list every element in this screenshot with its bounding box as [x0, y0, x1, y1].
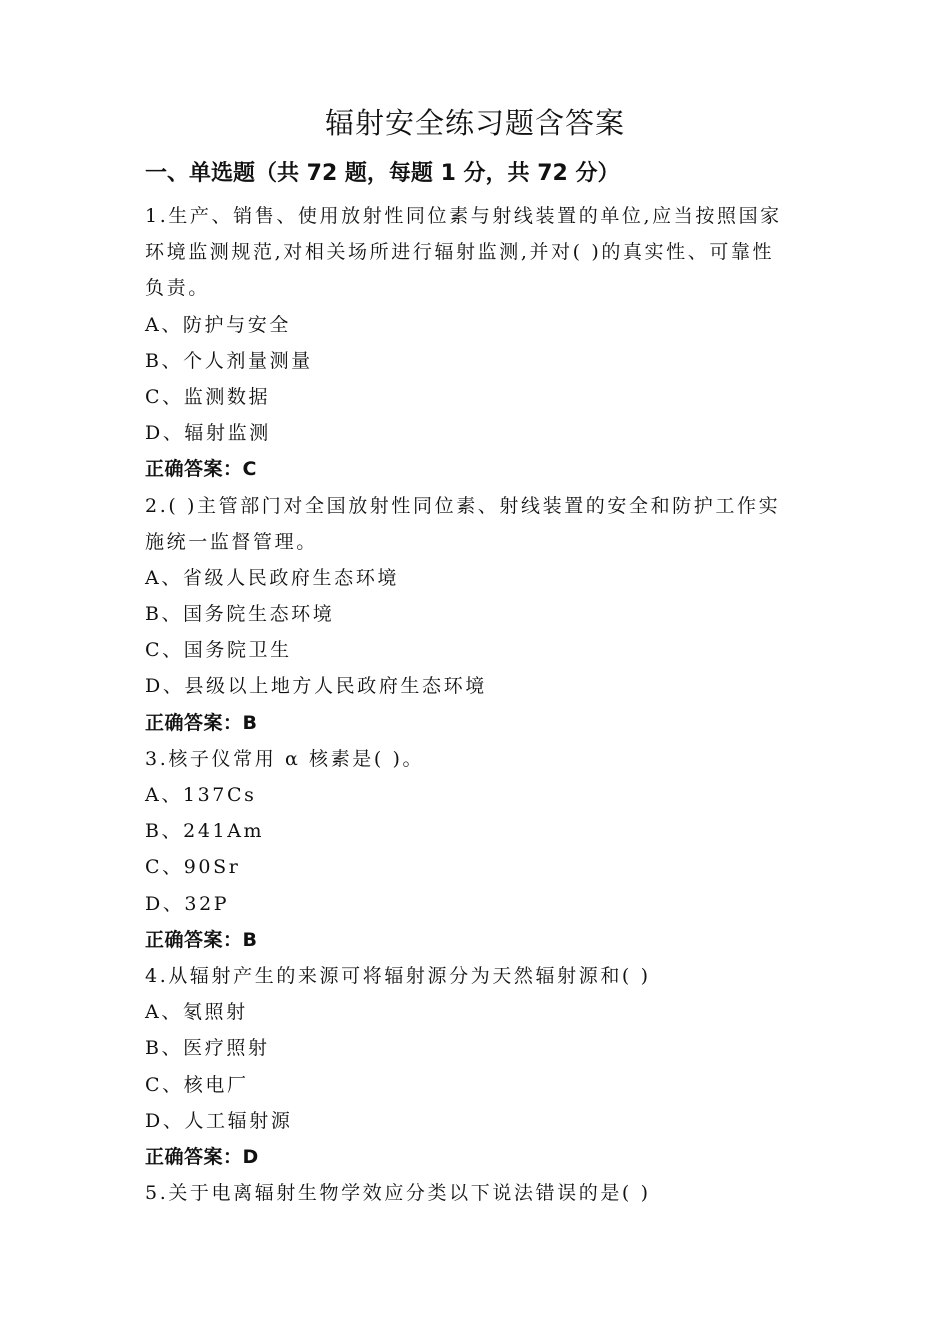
correct-answer: 正确答案：D [145, 1145, 259, 1168]
question-list [145, 198, 810, 1211]
option-c: C、核电厂 [145, 1073, 249, 1096]
question-3 [145, 741, 810, 958]
option-c: C、90Sr [145, 856, 241, 879]
question-stem-line: 3.核子仪常用 α 核素是( )。 [145, 747, 425, 770]
correct-answer: 正确答案：B [145, 928, 258, 951]
question-stem-line: 5.关于电离辐射生物学效应分类以下说法错误的是( ) [145, 1182, 651, 1205]
option-a: A、防护与安全 [145, 313, 291, 336]
question-stem-line: 2.( )主管部门对全国放射性同位素、射线装置的安全和防护工作实 [145, 494, 781, 517]
question-stem-line: 环境监测规范,对相关场所进行辐射监测,并对( )的真实性、可靠性 [145, 241, 775, 264]
correct-answer: 正确答案：B [145, 711, 258, 734]
correct-answer: 正确答案：C [145, 458, 257, 481]
option-b: B、个人剂量测量 [145, 349, 313, 372]
question-stem-line: 施统一监督管理。 [145, 530, 318, 553]
option-b: B、241Am [145, 820, 265, 843]
option-b: B、国务院生态环境 [145, 603, 335, 626]
option-d: D、人工辐射源 [145, 1109, 293, 1132]
question-5 [145, 1175, 810, 1211]
question-2 [145, 488, 810, 741]
document-title: 辐射安全练习题含答案 [324, 106, 625, 140]
section-heading: 一、单选题（共 72 题，每题 1 分，共 72 分） [145, 161, 620, 186]
option-c: C、监测数据 [145, 385, 271, 408]
option-a: A、省级人民政府生态环境 [145, 566, 399, 589]
question-stem-line: 负责。 [145, 277, 210, 300]
question-stem-line: 1.生产、销售、使用放射性同位素与射线装置的单位,应当按照国家 [145, 205, 782, 227]
option-a: A、137Cs [145, 784, 257, 806]
option-d: D、32P [145, 892, 230, 915]
question-1 [145, 198, 810, 488]
option-c: C、国务院卫生 [145, 639, 292, 662]
option-b: B、医疗照射 [145, 1037, 270, 1060]
option-a: A、氡照射 [145, 1001, 248, 1024]
question-stem-line: 4.从辐射产生的来源可将辐射源分为天然辐射源和( ) [145, 964, 651, 987]
option-d: D、县级以上地方人民政府生态环境 [145, 675, 487, 698]
option-d: D、辐射监测 [145, 422, 271, 445]
question-4 [145, 958, 810, 1175]
